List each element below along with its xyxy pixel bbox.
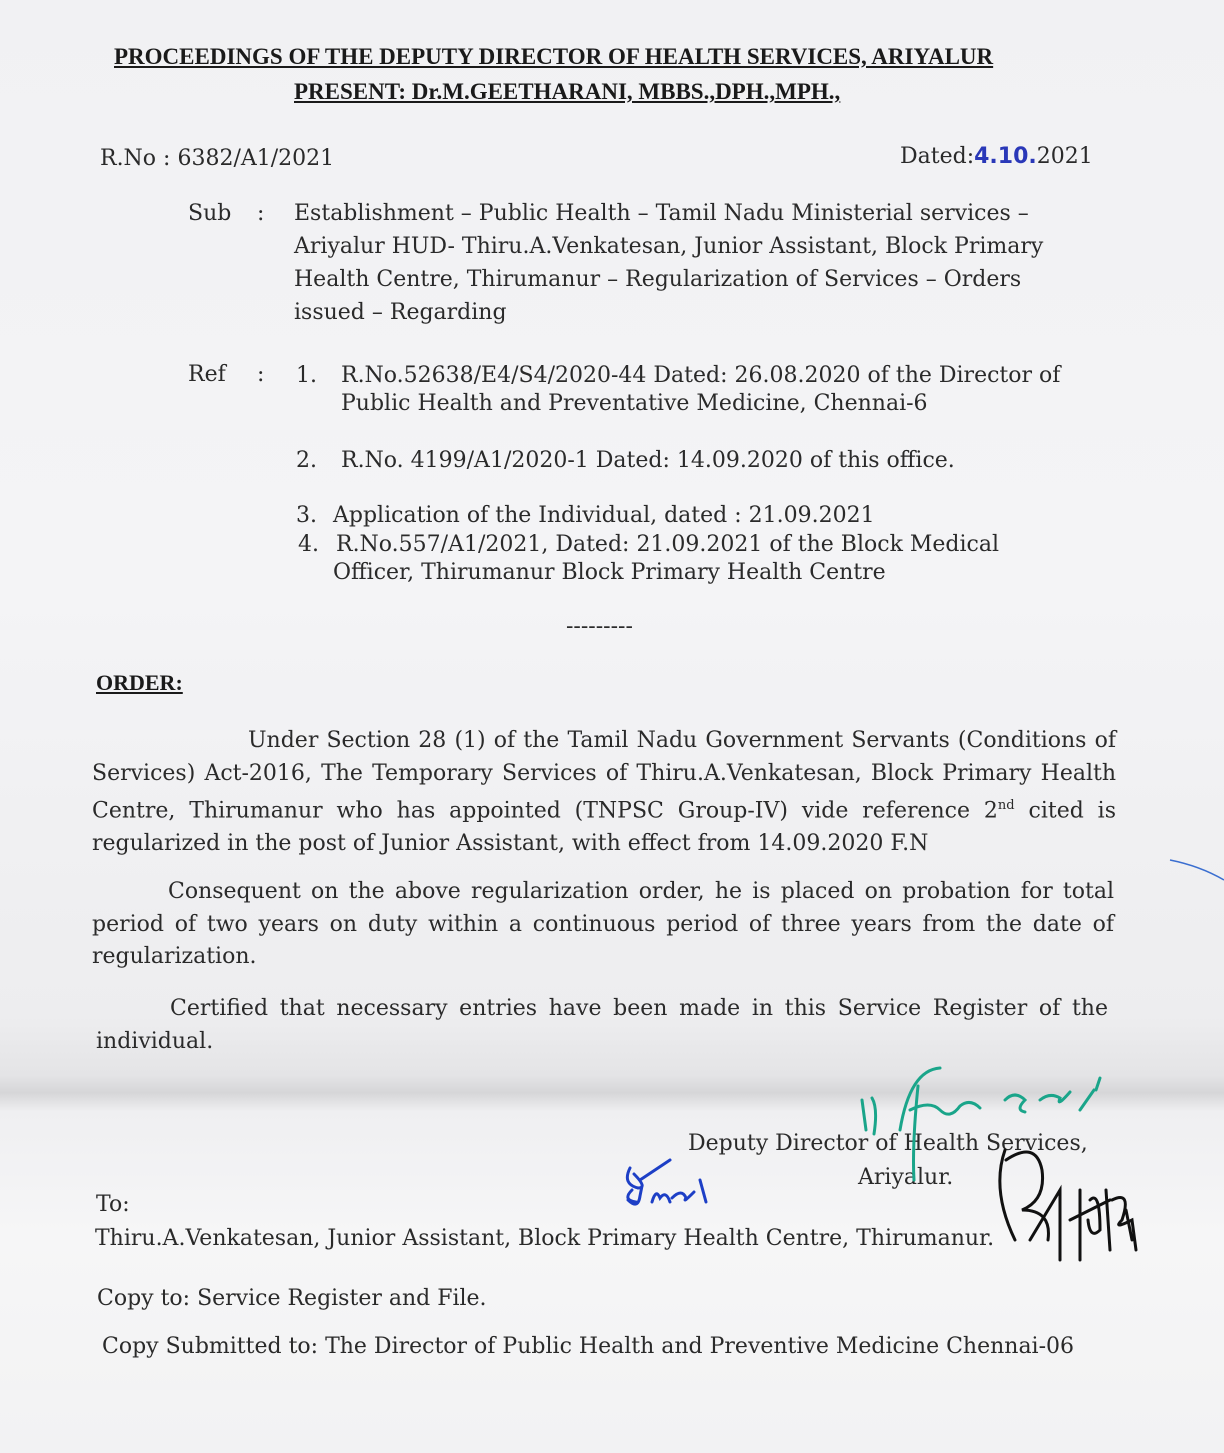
copy-submitted-to: Copy Submitted to: The Director of Public Health and Preventive Medicine Chennai-06 — [102, 1334, 1075, 1359]
signatory-place: Ariyalur. — [858, 1165, 954, 1190]
ref-number: 3. — [296, 503, 317, 528]
ref-line: R.No.52638/E4/S4/2020-44 Dated: 26.08.2020 of the Director of — [341, 363, 1061, 388]
green-signature — [862, 1068, 1100, 1180]
to-label: To: — [96, 1192, 130, 1217]
subject-label: Sub — [188, 201, 232, 226]
subject-line: issued – Regarding — [294, 300, 507, 325]
subject-line: Establishment – Public Health – Tamil Nadu Ministerial services – — [294, 201, 1029, 226]
dated-year: 2021 — [1036, 144, 1093, 169]
subject-colon: : — [257, 201, 265, 226]
order-paragraph-3: Certified that necessary entries have been made in this Service Register of the individual. — [96, 996, 1108, 1054]
ref-line: Officer, Thirumanur Block Primary Health Centre — [333, 560, 886, 585]
ref-line: R.No.557/A1/2021, Dated: 21.09.2021 of the Block Medical — [336, 532, 1000, 557]
header-line-1: PROCEEDINGS OF THE DEPUTY DIRECTOR OF HEALTH SERVICES, ARIYALUR — [114, 44, 994, 69]
subject-line: Ariyalur HUD- Thiru.A.Venkatesan, Junior Assistant, Block Primary — [294, 234, 1044, 259]
ref-number: 1. — [296, 363, 317, 388]
order-paragraph-1-end: cited is regularized in the post of Junior Assistant, with effect from 14.09.2020 F.N — [92, 798, 1117, 856]
ref-line: Application of the Individual, dated : 21.09.2021 — [333, 503, 875, 528]
black-signature — [1000, 1150, 1136, 1260]
copy-to: Copy to: Service Register and File. — [97, 1286, 487, 1311]
signatory-designation: Deputy Director of Health Services, — [688, 1131, 1088, 1156]
dated-handwritten: 4.10. — [974, 144, 1037, 169]
ref-colon: : — [257, 362, 265, 387]
ref-line: R.No. 4199/A1/2020-1 Dated: 14.09.2020 of this office. — [341, 448, 955, 473]
subject-line: Health Centre, Thirumanur – Regularization of Services – Orders — [294, 267, 1022, 292]
blue-initials — [627, 1160, 706, 1204]
to-addressee: Thiru.A.Venkatesan, Junior Assistant, Block Primary Health Centre, Thirumanur. — [95, 1226, 995, 1251]
superscript: nd — [997, 798, 1015, 813]
order-paragraph-2: Consequent on the above regularization order, he is placed on probation for total period of two years on duty within a continuous period of three years from the date of regularization. — [92, 879, 1114, 969]
pen-mark — [1170, 860, 1224, 880]
ref-label: Ref — [188, 362, 226, 387]
ref-number: 4. — [298, 532, 319, 557]
reference-number: R.No : 6382/A1/2021 — [100, 146, 335, 171]
ref-number: 2. — [296, 448, 317, 473]
header-line-2: PRESENT: Dr.M.GEETHARANI, MBBS.,DPH.,MPH., — [294, 79, 841, 104]
order-paragraph-1-text: Under Section 28 (1) of the Tamil Nadu Government Servants (Conditions of Services) Act-2016, The Temporary Services of Thiru.A.Venkatesan, Block Primary Health Centre, Thirumanur who has appointed (TNPSC Group-IV) vide reference 2 — [92, 728, 1116, 824]
dated-label: Dated: — [900, 144, 975, 169]
separator: --------- — [566, 614, 633, 639]
order-heading: ORDER: — [96, 670, 183, 695]
ref-line: Public Health and Preventative Medicine, Chennai-6 — [341, 391, 928, 416]
